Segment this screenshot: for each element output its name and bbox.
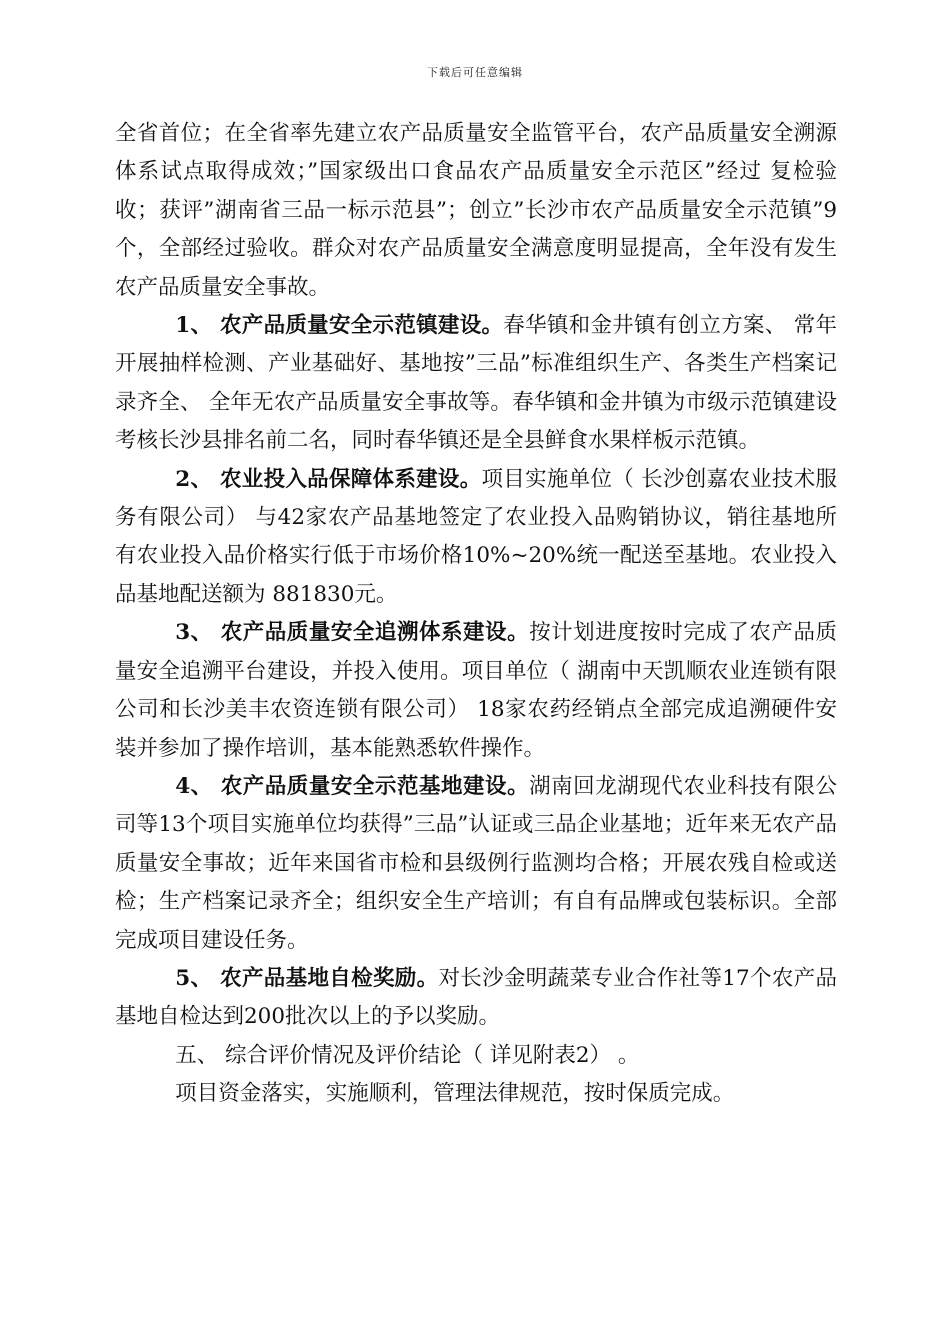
paragraph-text: 对长沙金明蔬菜专业合作社等17个农产品基地自检达到200批次以上的予以奖励。 [115, 965, 837, 1030]
paragraph-text: 项目实施单位（ 长沙创嘉农业技术服务有限公司） 与42家农产品基地签定了农业投入品购销协议，销往基地所有农业投入品价格实行低于市场价格10%~20%统一配送至基地。农业投入品基地配送额为 881830元。 [115, 466, 837, 607]
paragraph-text: 春华镇和金井镇有创立方案、 常年开展抽样检测、产业基础好、基地按”三品”标准组织生产、各类生产档案记录齐全、 全年无农产品质量安全事故等。春华镇和金井镇为市级示范镇建设考核长沙县排名前二名，同时春华镇还是全县鲜食水果样板示范镇。 [115, 313, 837, 454]
item-heading: 2、 农业投入品保障体系建设。 [175, 466, 482, 492]
page-header: 下载后可任意编辑 [427, 66, 523, 79]
item-heading: 3、 农产品质量安全追溯体系建设。 [175, 620, 530, 646]
paragraph-text: 按计划进度按时完成了农产品质量安全追溯平台建设，并投入使用。项目单位（ 湖南中天凯顺农业连锁有限公司和长沙美丰农资连锁有限公司） 18家农药经销点全部完成追溯硬件安装并参加了操作培训，基本能熟悉软件操作。 [115, 620, 837, 761]
paragraph-item-3 [115, 614, 837, 768]
paragraph-intro-continued [115, 115, 837, 307]
section-heading-five [115, 1037, 837, 1075]
paragraph-conclusion [115, 1075, 837, 1113]
paragraph-text: 全省首位；在全省率先建立农产品质量安全监管平台，农产品质量安全溯源体系试点取得成效；”国家级出口食品农产品质量安全示范区”经过 复检验收；获评”湖南省三品一标示范县”；创立”长沙市农产品质量安全示范镇”9个，全部经过验收。群众对农产品质量安全满意度明显提高，全年没有发生农产品质量安全事故。 [115, 121, 837, 300]
document-body [115, 115, 837, 1114]
paragraph-item-4 [115, 768, 837, 960]
item-heading: 5、 农产品基地自检奖励。 [175, 965, 439, 991]
paragraph-text: 项目资金落实，实施顺利，管理法律规范，按时保质完成。 [175, 1081, 735, 1107]
paragraph-item-1 [115, 307, 837, 461]
paragraph-text: 湖南回龙湖现代农业科技有限公司等13个项目实施单位均获得”三品”认证或三品企业基地；近年来无农产品质量安全事故；近年来国省市检和县级例行监测均合格；开展农残自检或送检；生产档案记录齐全；组织安全生产培训；有自有品牌或包装标识。全部完成项目建设任务。 [115, 773, 837, 953]
paragraph-text: 五、 综合评价情况及评价结论（ 详见附表2） 。 [175, 1042, 640, 1068]
item-heading: 4、 农产品质量安全示范基地建设。 [175, 773, 530, 799]
item-heading: 1、 农产品质量安全示范镇建设。 [175, 313, 504, 339]
paragraph-item-2 [115, 461, 837, 615]
paragraph-item-5 [115, 960, 837, 1037]
